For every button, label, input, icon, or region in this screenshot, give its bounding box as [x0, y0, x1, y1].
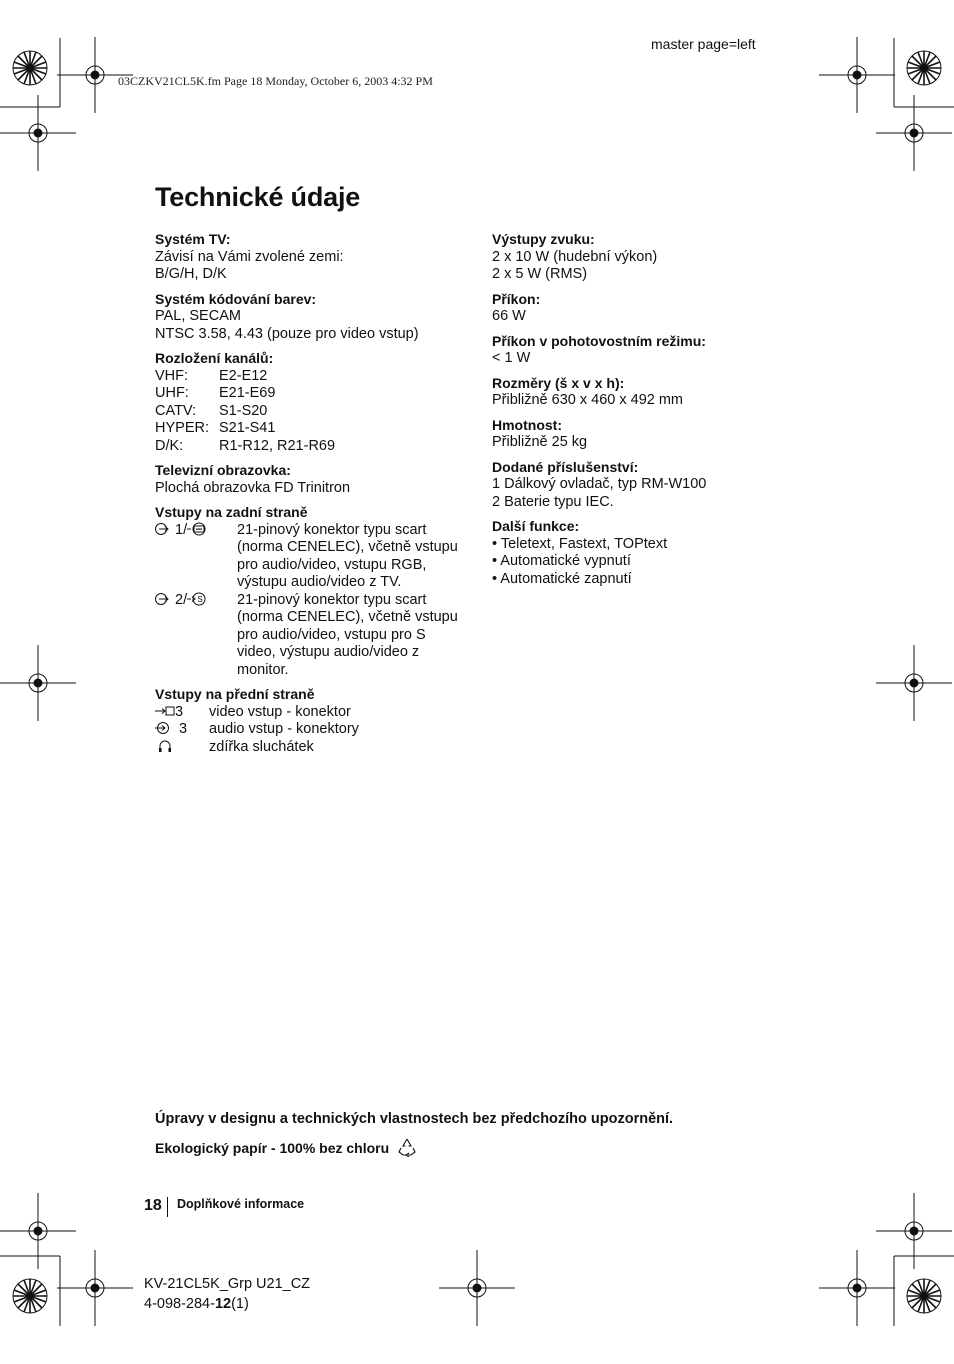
- channel-label: VHF:: [155, 367, 189, 384]
- spec-channels: [155, 350, 475, 455]
- channel-label: CATV:: [155, 402, 197, 419]
- front-input-description: video vstup - konektor: [209, 703, 351, 720]
- video-input-icon: [155, 704, 209, 722]
- spec-standby: [492, 333, 792, 368]
- svg-text:•••: •••: [195, 527, 203, 533]
- spec-front-inputs: [155, 686, 475, 756]
- channel-row: [155, 438, 475, 456]
- spec-system-tv: [155, 231, 475, 284]
- part-code-bold: 12: [214, 1296, 232, 1312]
- spec-dimensions: [492, 375, 792, 410]
- channel-label: HYPER:: [155, 420, 209, 436]
- section-title: Televizní obrazovka:: [155, 462, 291, 478]
- front-input-row: [155, 739, 475, 757]
- recycle-icon: [397, 1137, 417, 1157]
- section-title: Příkon v pohotovostním režimu:: [492, 332, 706, 349]
- front-input-description: zdířka sluchátek: [209, 738, 314, 755]
- front-input-row: [155, 721, 475, 739]
- channel-row: [155, 368, 475, 386]
- channel-row: [155, 403, 475, 421]
- spec-line: Přibližně 25 kg: [492, 434, 588, 450]
- connector-row: [155, 592, 475, 680]
- section-title: Rozměry (š x v x h):: [492, 374, 625, 391]
- spec-line: 2 x 10 W (hudební výkon): [492, 248, 658, 265]
- channel-row: [155, 385, 475, 403]
- front-input-description: audio vstup - konektory: [209, 721, 359, 737]
- master-page-label: master page=left: [651, 36, 756, 52]
- connector-number: 1/: [175, 521, 188, 538]
- spec-screen: [155, 462, 475, 497]
- connector-number: 3: [179, 721, 188, 737]
- section-title: Vstupy na přední straně: [155, 686, 315, 702]
- page-title: Technické údaje: [155, 182, 361, 212]
- page-number: 18: [144, 1197, 162, 1214]
- file-info: 03CZKV21CL5K.fm Page 18 Monday, October 6, 2003 4:32 PM: [118, 74, 433, 88]
- front-input-row: [155, 704, 475, 722]
- eco-paper-note: [155, 1137, 417, 1157]
- spec-audio-out: [492, 231, 792, 284]
- headphones-icon: [155, 739, 209, 757]
- section-title: Systém TV:: [155, 231, 231, 247]
- section-title: Výstupy zvuku:: [492, 231, 595, 247]
- design-notice: Úpravy v designu a technických vlastnostech bez předchozího upozornění.: [155, 1111, 674, 1127]
- crosshair-icon: [0, 37, 952, 1326]
- section-name: Doplňkové informace: [177, 1197, 305, 1211]
- part-code: [144, 1296, 249, 1312]
- spec-line: 66 W: [492, 308, 526, 324]
- page-divider: [167, 1197, 168, 1217]
- spec-power: [492, 291, 792, 326]
- bullet-item: • Teletext, Fastext, TOPtext: [492, 535, 668, 552]
- scart-svideo-input-icon: [155, 592, 237, 680]
- channel-value: S21-S41: [219, 420, 276, 436]
- channel-value: R1-R12, R21-R69: [219, 437, 336, 454]
- section-title: Příkon:: [492, 290, 541, 307]
- spec-line: < 1 W: [492, 350, 531, 366]
- connector-number: 2/: [175, 591, 188, 608]
- spec-line: Plochá obrazovka FD Trinitron: [155, 479, 351, 496]
- section-title: Dodané příslušenství:: [492, 458, 639, 475]
- channel-value: S1-S20: [219, 402, 268, 419]
- model-line: KV-21CL5K_Grp U21_CZ: [144, 1276, 311, 1292]
- spec-color-system: [155, 291, 475, 344]
- channel-label: D/K:: [155, 437, 184, 454]
- specs-right-column: [492, 231, 792, 595]
- section-title: Vstupy na zadní straně: [155, 504, 308, 520]
- channel-label: UHF:: [155, 385, 189, 401]
- part-code-suffix: (1): [231, 1296, 249, 1312]
- connector-row: [155, 522, 475, 592]
- spec-line: 2 x 5 W (RMS): [492, 266, 588, 282]
- eco-paper-text: Ekologický papír - 100% bez chloru: [155, 1140, 390, 1156]
- section-title: Systém kódování barev:: [155, 290, 317, 307]
- spec-line: B/G/H, D/K: [155, 266, 227, 282]
- bullet-item: • Automatické zapnutí: [492, 570, 632, 587]
- channel-row: [155, 420, 475, 438]
- spec-line: 1 Dálkový ovladač, typ RM-W100: [492, 476, 707, 492]
- spec-line: Závisí na Vámi zvolené zemi:: [155, 248, 344, 265]
- spec-line: NTSC 3.58, 4.43 (pouze pro video vstup): [155, 325, 419, 342]
- channel-value: E2-E12: [219, 367, 268, 384]
- spec-line: PAL, SECAM: [155, 308, 241, 324]
- section-title: Rozložení kanálů:: [155, 350, 274, 366]
- channel-value: E21-E69: [219, 385, 276, 401]
- specs-left-column: [155, 231, 475, 763]
- spec-line: 2 Baterie typu IEC.: [492, 493, 614, 510]
- svg-text:S: S: [197, 594, 203, 604]
- connector-number: 3: [175, 703, 184, 720]
- scart-input-icon: [155, 522, 237, 592]
- part-code-prefix: 4-098-284-: [144, 1296, 215, 1312]
- connector-description: 21-pinový konektor typu scart (norma CENELEC), včetně vstupu pro audio/video, vstupu RGB, výstupu audio/video z TV.: [237, 521, 458, 590]
- spec-weight: [492, 417, 792, 452]
- spec-accessories: [492, 459, 792, 512]
- spec-rear-inputs: [155, 504, 475, 679]
- section-title: Další funkce:: [492, 518, 580, 534]
- spec-line: Přibližně 630 x 460 x 492 mm: [492, 392, 684, 408]
- bullet-item: • Automatické vypnutí: [492, 553, 631, 569]
- section-title: Hmotnost:: [492, 416, 562, 433]
- connector-description: 21-pinový konektor typu scart (norma CENELEC), včetně vstupu pro audio/video, vstupu pro S video, výstupu audio/video z monitor.: [237, 591, 458, 678]
- audio-input-icon: [155, 721, 209, 739]
- spec-other-functions: [492, 518, 792, 588]
